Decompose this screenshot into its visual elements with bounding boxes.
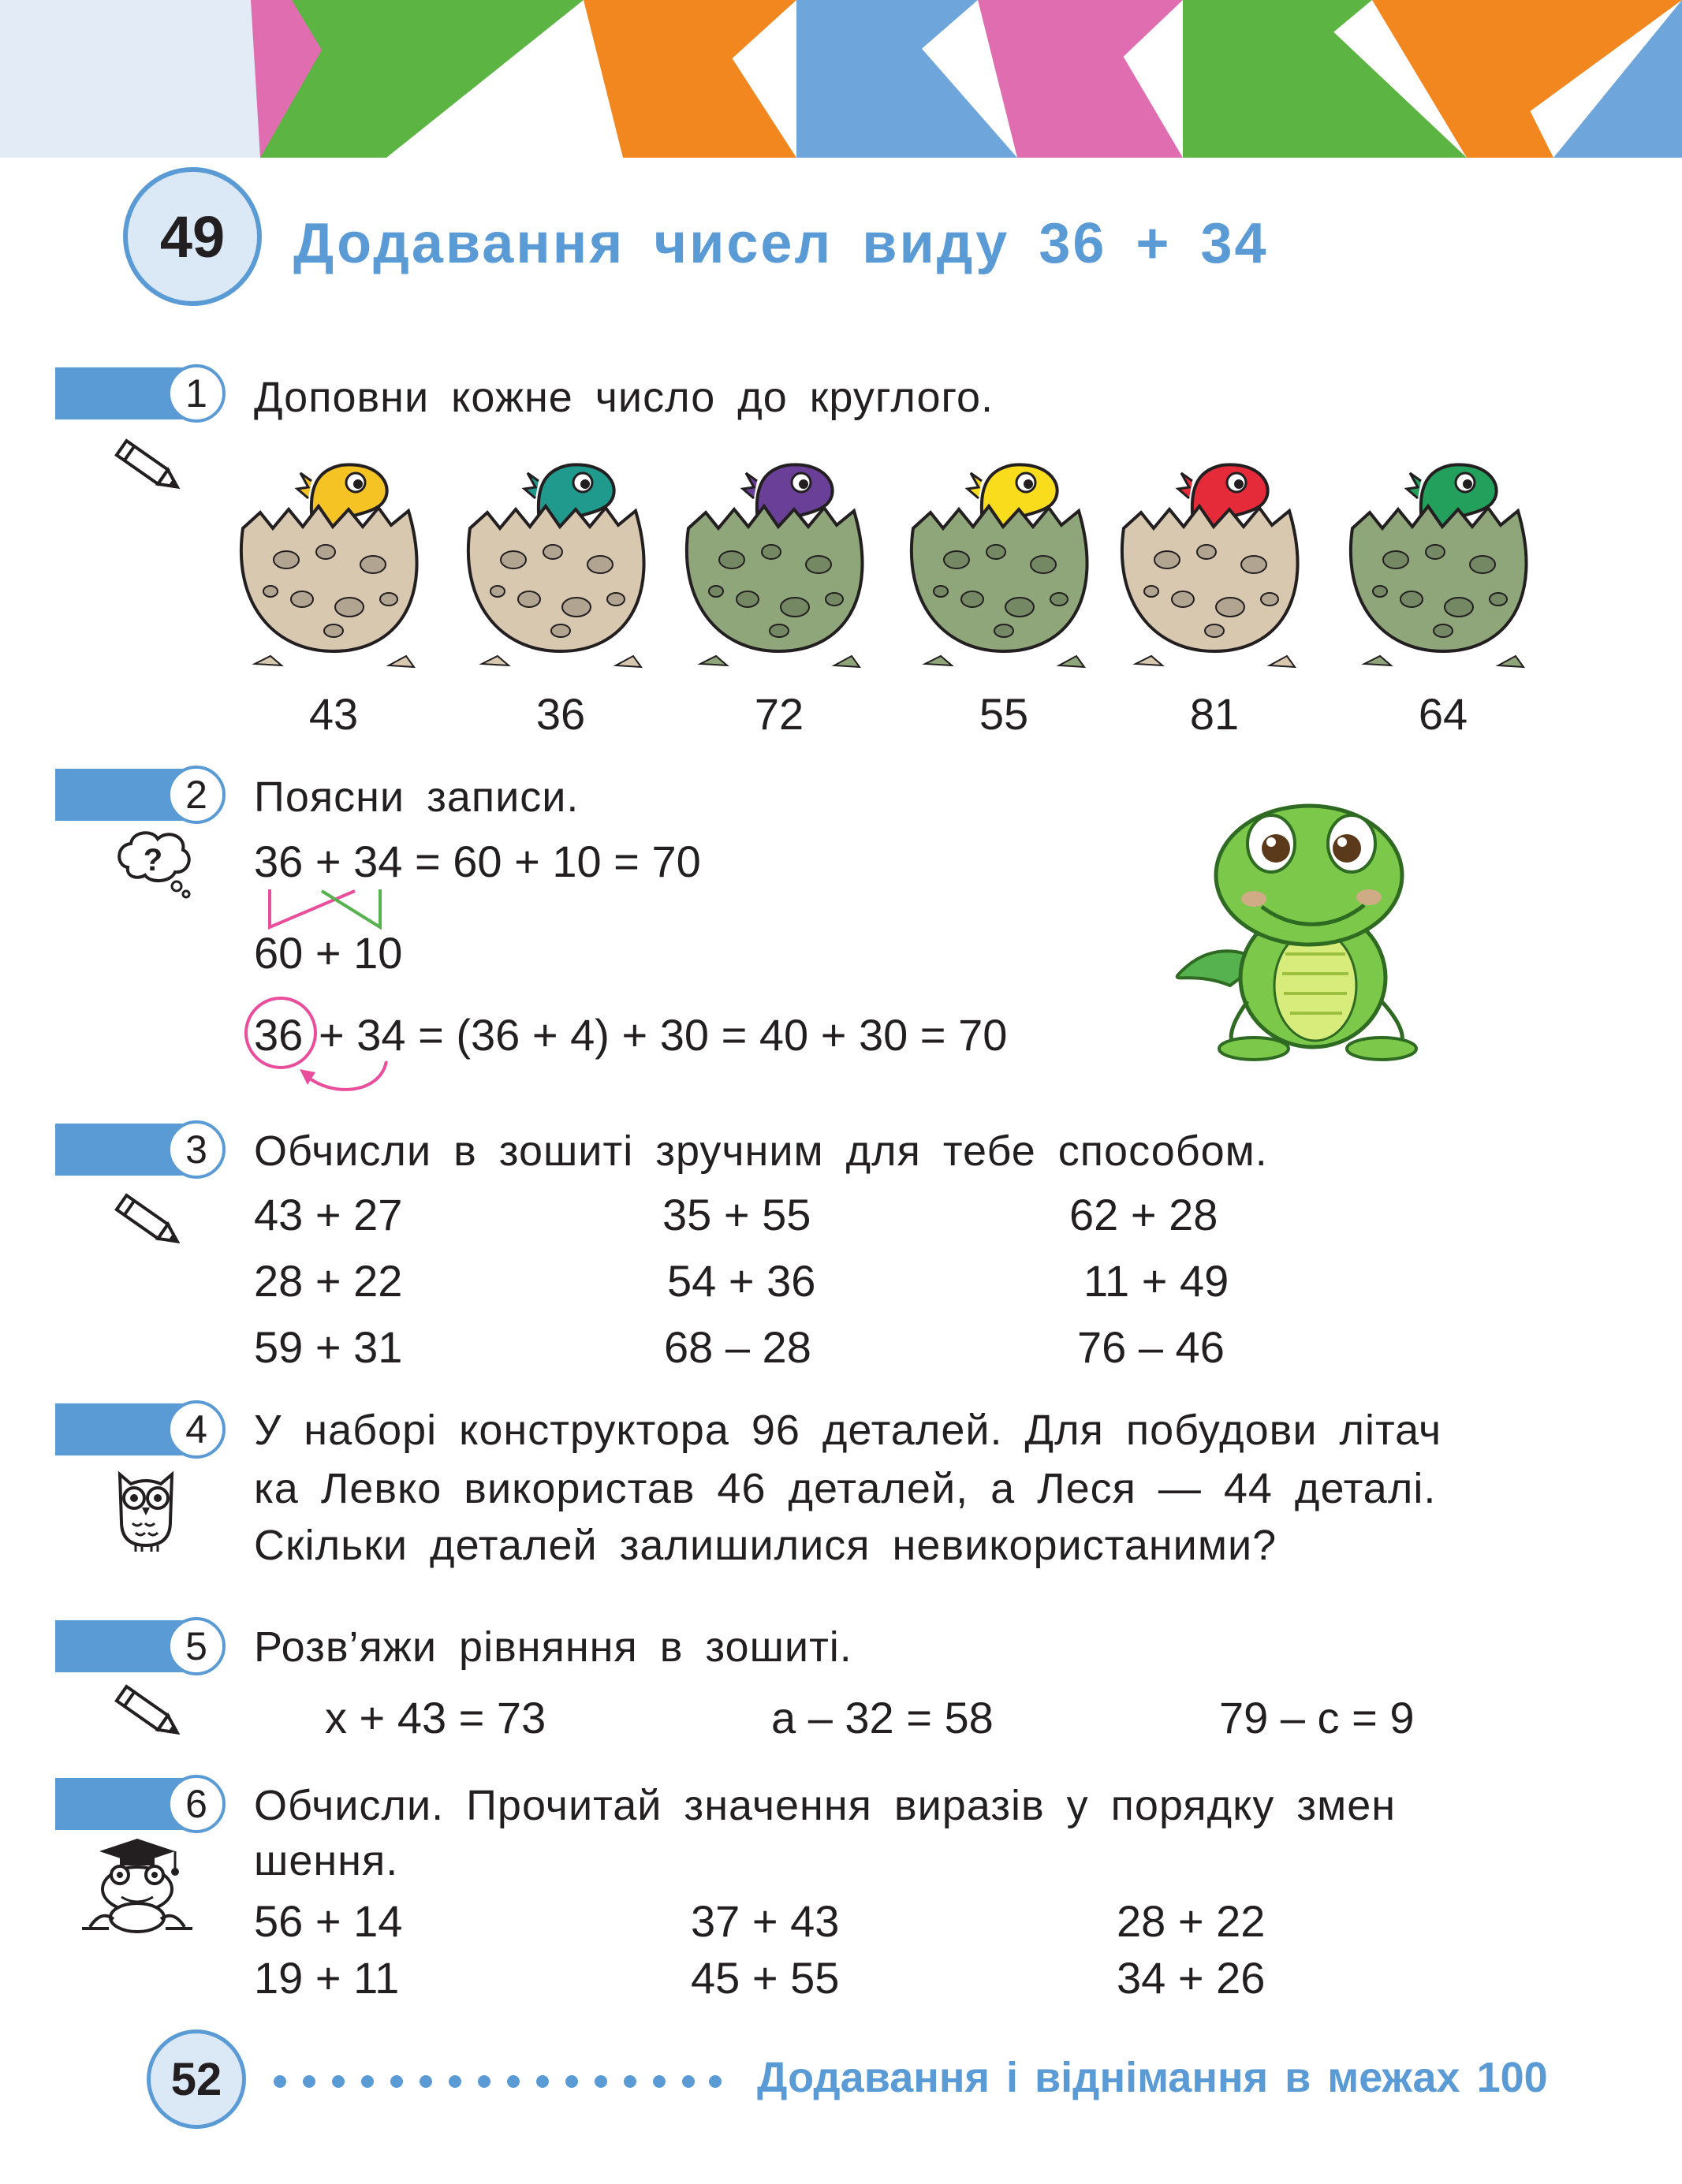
expression: 68 – 28 bbox=[664, 1322, 811, 1372]
lesson-number: 49 bbox=[159, 203, 226, 270]
page-number-badge bbox=[147, 2029, 246, 2129]
task-5-number: 5 bbox=[167, 1617, 226, 1675]
expression: 54 + 36 bbox=[667, 1256, 816, 1306]
expression: 56 + 14 bbox=[254, 1896, 403, 1946]
dino-egg bbox=[687, 464, 863, 667]
dino-egg bbox=[1122, 464, 1298, 667]
owl-icon bbox=[112, 1467, 180, 1553]
task-3-number: 3 bbox=[167, 1120, 226, 1179]
task-4-line-3: Скільки деталей залишилися невикористаними? bbox=[254, 1522, 1277, 1569]
expression: 59 + 31 bbox=[254, 1322, 403, 1372]
header-bunting bbox=[0, 0, 1682, 158]
egg-number: 43 bbox=[308, 689, 359, 739]
expression: 35 + 55 bbox=[662, 1190, 811, 1239]
expression: 28 + 22 bbox=[1117, 1896, 1266, 1946]
dino-egg bbox=[912, 464, 1087, 667]
pencil-icon bbox=[109, 1678, 188, 1749]
svg-text:?: ? bbox=[143, 843, 163, 878]
task-6-number: 6 bbox=[167, 1775, 226, 1833]
task-2-text: Поясни записи. bbox=[254, 773, 580, 821]
pencil-icon bbox=[109, 432, 188, 503]
egg-number: 81 bbox=[1189, 689, 1240, 739]
dino-egg bbox=[241, 464, 417, 667]
expression: 34 + 26 bbox=[1117, 1953, 1266, 2003]
expression: 11 + 49 bbox=[1083, 1256, 1229, 1306]
task-2-line-3: + 34 = (36 + 4) + 30 = 40 + 30 = 70 bbox=[319, 1010, 1008, 1060]
frog-graduate-icon bbox=[76, 1834, 194, 1936]
expression: 43 + 27 bbox=[254, 1190, 403, 1239]
decomposition-lines bbox=[254, 886, 396, 934]
task-4-line-2: ка Левко використав 46 деталей, а Леся — 44 деталі. bbox=[254, 1465, 1437, 1512]
dino-egg bbox=[1351, 464, 1527, 667]
dino-egg bbox=[468, 464, 644, 667]
page-number: 52 bbox=[170, 2053, 222, 2105]
task-4-number: 4 bbox=[167, 1400, 226, 1459]
equation: 79 – c = 9 bbox=[1219, 1693, 1415, 1742]
task-6-line-1: Обчисли. Прочитай значення виразів у порядку змен bbox=[254, 1782, 1397, 1829]
curved-arrow-icon bbox=[292, 1057, 402, 1104]
equation: x + 43 = 73 bbox=[325, 1693, 546, 1742]
egg-number: 55 bbox=[979, 689, 1029, 739]
lesson-number-badge bbox=[123, 167, 262, 306]
dotted-leader bbox=[273, 2074, 722, 2089]
egg-number: 64 bbox=[1418, 689, 1468, 739]
dino-eggs-illustration bbox=[205, 442, 1569, 694]
task-5-text: Розв’яжи рівняння в зошиті. bbox=[254, 1623, 852, 1671]
task-3-text: Обчисли в зошиті зручним для тебе способом. bbox=[254, 1127, 1268, 1175]
egg-number: 36 bbox=[535, 689, 586, 739]
equation: a – 32 = 58 bbox=[771, 1693, 994, 1742]
expression: 37 + 43 bbox=[691, 1896, 840, 1946]
task-1-text: Доповни кожне число до круглого. bbox=[254, 374, 994, 421]
expression: 45 + 55 bbox=[691, 1953, 840, 2003]
task-2-line-2: 60 + 10 bbox=[254, 928, 403, 978]
question-thought-icon bbox=[112, 828, 199, 899]
lesson-title: Додавання чисел виду 36 + 34 bbox=[293, 212, 1269, 275]
task-2-circled-number: 36 bbox=[254, 1010, 304, 1060]
egg-number: 72 bbox=[754, 689, 804, 739]
task-2-line-1: 36 + 34 = 60 + 10 = 70 bbox=[254, 837, 701, 886]
section-title: Додавання і віднімання в межах 100 bbox=[757, 2054, 1548, 2101]
task-6-line-2: шення. bbox=[254, 1837, 399, 1884]
baby-dinosaur-illustration bbox=[1175, 788, 1451, 1064]
pencil-icon bbox=[109, 1187, 188, 1258]
expression: 76 – 46 bbox=[1077, 1322, 1225, 1372]
expression: 62 + 28 bbox=[1069, 1190, 1218, 1239]
task-1-number: 1 bbox=[167, 364, 226, 423]
expression: 28 + 22 bbox=[254, 1256, 403, 1306]
expression: 19 + 11 bbox=[254, 1953, 400, 2003]
task-2-number: 2 bbox=[167, 766, 226, 824]
task-4-line-1: У наборі конструктора 96 деталей. Для побудови літач bbox=[254, 1407, 1442, 1454]
